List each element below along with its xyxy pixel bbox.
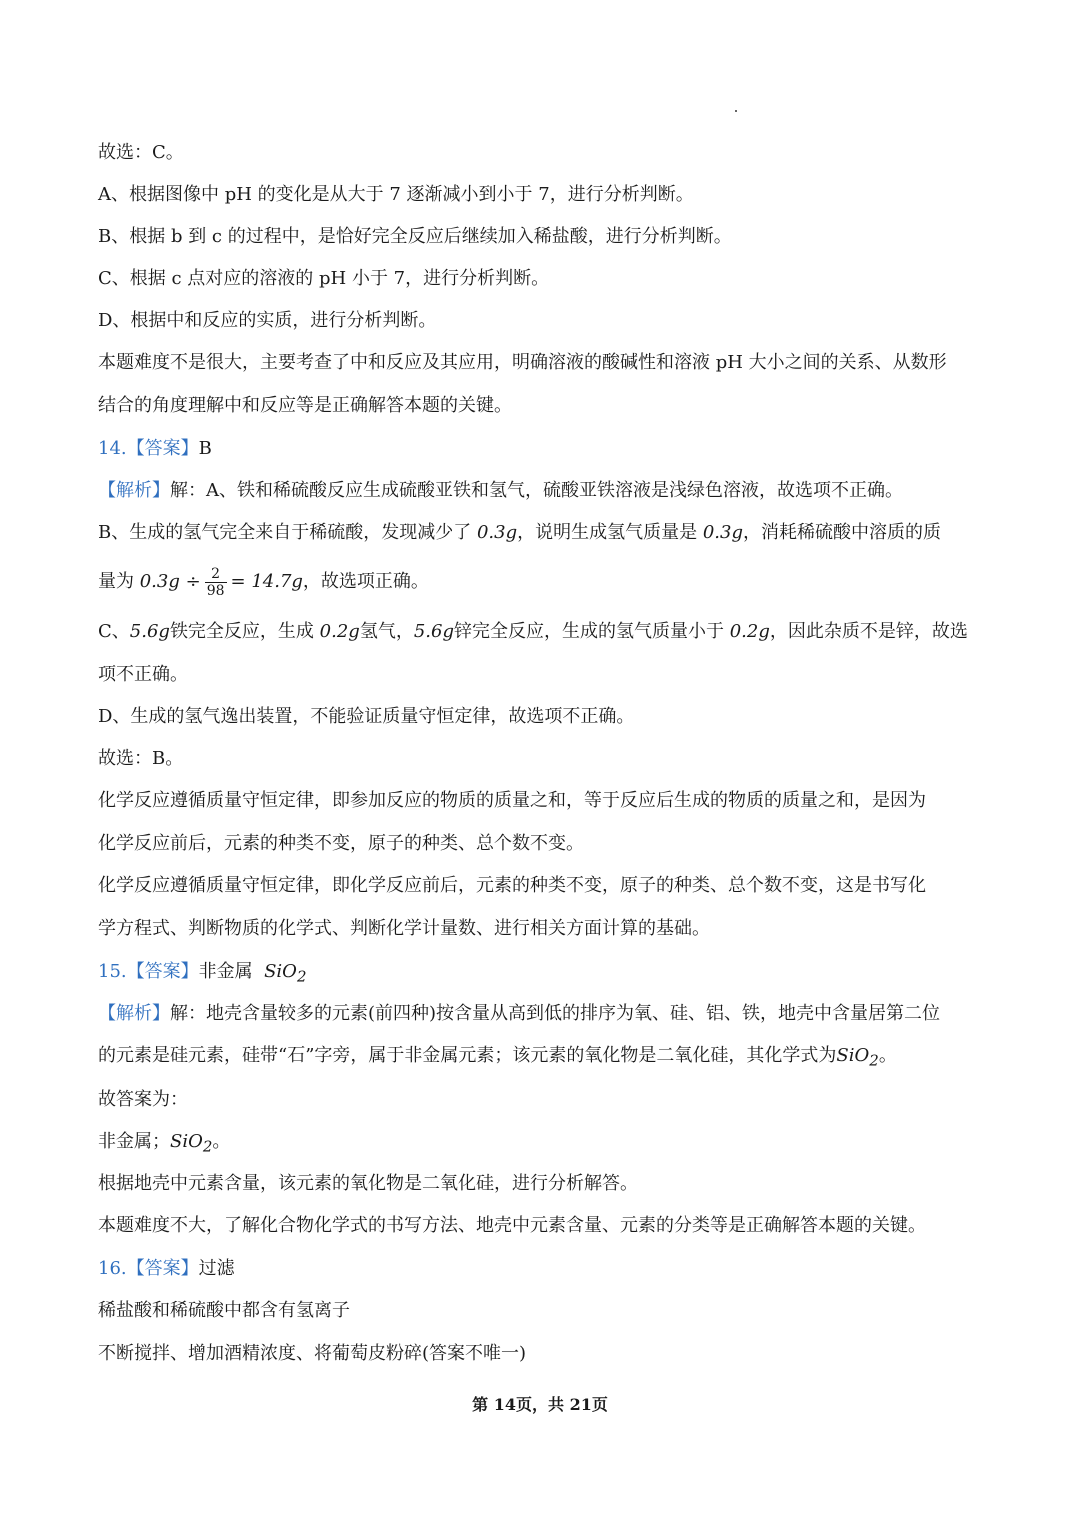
text-span: B、生成的氢气完全来自于稀硫酸，发现减少了 [98,522,477,543]
chemical-formula [264,961,307,986]
text-line: 本题难度不大，了解化合物化学式的书写方法、地壳中元素含量、元素的分类等是正确解答本题的关键。 [98,1215,926,1236]
text-line: 本题难度不是很大，主要考查了中和反应及其应用，明确溶液的酸碱性和溶液 pH 大小之间的关系、从数形 [98,352,947,373]
text-line [98,520,998,546]
text-span: 锌完全反应，生成的氢气质量小于 [453,621,730,642]
text-line: 结合的角度理解中和反应等是正确解答本题的关键。 [98,395,512,416]
text-line [98,619,998,645]
math-expression: 0.3g [702,522,743,543]
question-number: 15. [98,961,127,982]
chemical-formula [836,1045,879,1070]
formula-base: SiO [170,1131,203,1152]
answer-value: 非金属 [198,961,253,982]
text-span: 的元素是硅元素，硅带“石”字旁，属于非金属元素；该元素的氧化物是二氧化硅，其化学式为 [98,1045,837,1066]
text-line: B、根据 b 到 c 的过程中，是恰好完全反应后继续加入稀盐酸，进行分析判断。 [98,226,732,247]
formula-subscript: 2 [296,967,307,986]
text-line [98,1043,998,1074]
scan-speck [735,110,737,112]
formula-subscript: 2 [869,1051,879,1070]
text-span: 量为 [98,571,140,592]
math-expression: 0.2g [729,621,770,642]
text-line: 根据地壳中元素含量，该元素的氧化物是二氧化硅，进行分析解答。 [98,1173,638,1194]
text-span: ，因此杂质不是锌，故选 [769,621,968,642]
math-expression: = 14.7g [230,571,303,592]
text-span: C、 [98,621,130,642]
text-span: ，说明生成氢气质量是 [517,522,703,543]
question-number: 14. [98,438,127,459]
q15-answer-line [98,959,998,990]
text-line [98,1129,998,1160]
analysis-tag: 【解析】 [98,480,170,501]
answer-tag: 【答案】 [126,961,199,982]
fraction-numerator: 2 [205,566,227,583]
text-line: C、根据 c 点对应的溶液的 pH 小于 7，进行分析判断。 [98,268,550,289]
answer-value: 过滤 [198,1258,235,1279]
q14-answer-line [98,436,998,462]
math-expression: 5.6g [413,621,454,642]
math-expression: 0.2g [319,621,360,642]
q15-analysis-line [98,1001,998,1027]
fraction [205,566,227,599]
text-span: 非金属； [98,1131,170,1152]
formula-base: SiO [264,961,297,982]
analysis-tag: 【解析】 [98,1003,170,1024]
text-line: 故选：B。 [98,748,184,769]
text-span: ，消耗稀硫酸中溶质的质 [743,522,941,543]
page-footer: 第 14页，共 21页 [472,1395,608,1414]
text-line: 化学反应遵循质量守恒定律，即化学反应前后，元素的种类不变，原子的种类、总个数不变，这是书写化 [98,875,926,896]
formula-base: SiO [836,1045,870,1066]
text-span: ，故选项正确。 [302,571,429,592]
answer-tag: 【答案】 [126,438,199,459]
math-expression: 0.3g [476,522,518,543]
text-span: 。 [212,1131,231,1152]
q16-answer-line [98,1256,998,1282]
answer-value: B [198,438,212,459]
text-line: 化学反应遵循质量守恒定律，即参加反应的物质的质量之和，等于反应后生成的物质的质量之和，是因为 [98,790,926,811]
chemical-formula [170,1131,213,1156]
answer-tag: 【答案】 [126,1258,199,1279]
fraction-denominator: 98 [206,582,225,599]
text-line: 不断搅拌、增加酒精浓度、将葡萄皮粉碎(答案不唯一) [98,1343,527,1364]
q14-analysis-line [98,478,998,504]
math-expression: 5.6g [129,621,170,642]
text-span: 氢气， [359,621,414,642]
text-span: 解：地壳含量较多的元素(前四种)按含量从高到低的排序为氧、硅、铝、铁，地壳中含量居第二位 [170,1003,941,1024]
text-line: 故答案为： [98,1089,188,1110]
text-span: 解：A、铁和稀硫酸反应生成硫酸亚铁和氢气，硫酸亚铁溶液是浅绿色溶液，故选项不正确。 [170,480,903,501]
text-line [98,564,998,600]
text-line: 化学反应前后，元素的种类不变，原子的种类、总个数不变。 [98,833,584,854]
math-expression: 0.3g ÷ [139,571,201,592]
text-line: 稀盐酸和稀硫酸中都含有氢离子 [98,1300,350,1321]
text-line: 故选：C。 [98,142,184,163]
formula-subscript: 2 [202,1137,213,1156]
text-line: D、生成的氢气逸出装置，不能验证质量守恒定律，故选项不正确。 [98,706,635,727]
text-line: 项不正确。 [98,664,188,685]
question-number: 16. [98,1258,127,1279]
text-line: A、根据图像中 pH 的变化是从大于 7 逐渐减小到小于 7，进行分析判断。 [98,184,694,205]
text-span: 铁完全反应，生成 [169,621,320,642]
text-line: D、根据中和反应的实质，进行分析判断。 [98,310,437,331]
text-line: 学方程式、判断物质的化学式、判断化学计量数、进行相关方面计算的基础。 [98,918,710,939]
text-span: 。 [878,1045,897,1066]
